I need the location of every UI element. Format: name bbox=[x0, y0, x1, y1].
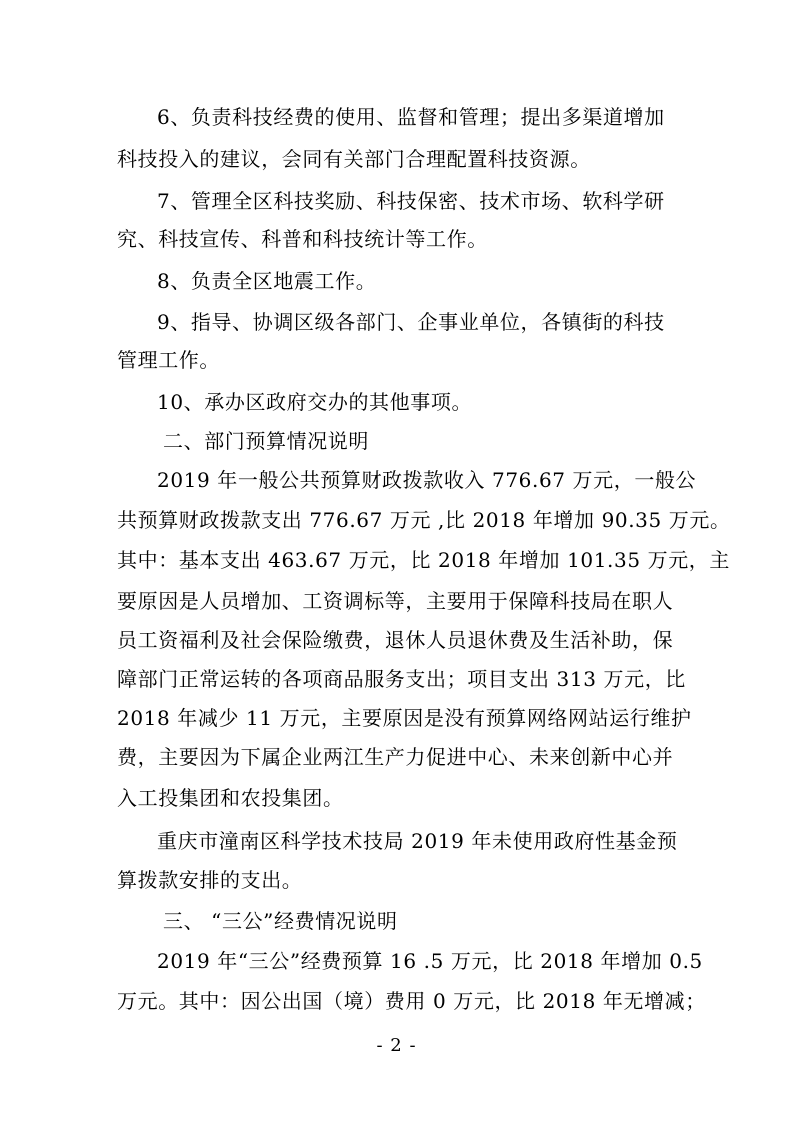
paragraph-line: 费，主要因为下属企业两江生产力促进中心、未来创新中心并 bbox=[117, 745, 674, 769]
paragraph-line: 科技投入的建议，会同有关部门合理配置科技资源。 bbox=[117, 147, 591, 171]
paragraph-line: 2019 年一般公共预算财政拨款收入 776.67 万元，一般公 bbox=[157, 468, 697, 492]
paragraph-line: 入工投集团和农投集团。 bbox=[117, 786, 344, 810]
paragraph-line: 算拨款安排的支出。 bbox=[117, 868, 303, 892]
section-heading: 二、部门预算情况说明 bbox=[163, 429, 369, 453]
paragraph-line: 7、管理全区科技奖励、科技保密、技术市场、软科学研 bbox=[157, 189, 665, 213]
paragraph-line: 障部门正常运转的各项商品服务支出；项目支出 313 万元，比 bbox=[117, 667, 686, 691]
paragraph-line: 其中：基本支出 463.67 万元，比 2018 年增加 101.35 万元，主 bbox=[117, 548, 731, 572]
paragraph-line: 共预算财政拨款支出 776.67 万元 ,比 2018 年增加 90.35 万元。 bbox=[117, 508, 731, 532]
paragraph-line: 万元。其中：因公出国（境）费用 0 万元，比 2018 年无增减； bbox=[117, 989, 706, 1013]
paragraph-line: 9、指导、协调区级各部门、企事业单位，各镇街的科技 bbox=[157, 310, 665, 334]
paragraph-line: 2018 年减少 11 万元，主要原因是没有预算网络网站运行维护 bbox=[117, 706, 692, 730]
paragraph-line: 6、负责科技经费的使用、监督和管理；提出多渠道增加 bbox=[157, 105, 665, 129]
page-number: - 2 - bbox=[376, 1035, 417, 1056]
paragraph-line: 8、负责全区地震工作。 bbox=[157, 269, 377, 293]
paragraph-line: 员工资福利及社会保险缴费，退休人员退休费及生活补助，保 bbox=[117, 628, 674, 652]
paragraph-line: 究、科技宣传、科普和科技统计等工作。 bbox=[117, 227, 488, 251]
paragraph-line: 要原因是人员增加、工资调标等，主要用于保障科技局在职人 bbox=[117, 589, 674, 613]
paragraph-line: 管理工作。 bbox=[117, 348, 220, 372]
section-heading: 三、 “三公”经费情况说明 bbox=[163, 909, 398, 933]
paragraph-line: 重庆市潼南区科学技术技局 2019 年未使用政府性基金预 bbox=[157, 829, 678, 853]
paragraph-line: 10、承办区政府交办的其他事项。 bbox=[157, 390, 473, 414]
paragraph-line: 2019 年“三公”经费预算 16 .5 万元，比 2018 年增加 0.5 bbox=[157, 949, 703, 973]
